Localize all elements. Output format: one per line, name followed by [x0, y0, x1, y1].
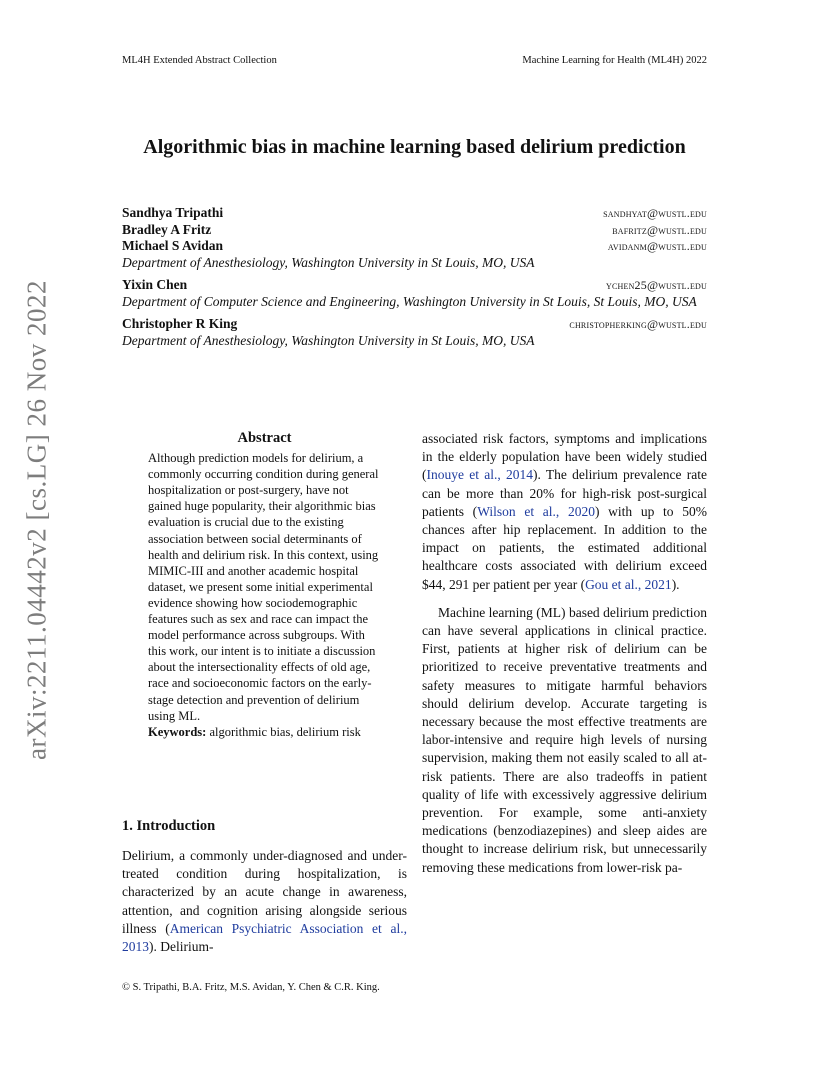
- section-heading-introduction: 1. Introduction: [122, 818, 216, 834]
- author-affiliation: Department of Computer Science and Engineering, Washington University in St Louis, St Louis, MO, USA: [122, 293, 697, 309]
- citation-link[interactable]: American Psychiatric Association et al., 2013: [122, 920, 407, 955]
- author-email[interactable]: sandhyat@wustl.edu: [603, 206, 707, 220]
- citation-link[interactable]: Wilson et al., 2020: [477, 503, 595, 519]
- intro-text: Delirium, a commonly under-diagnosed and under-treated condition during hospitalization, is characterized by an acute change in awareness, attention, and cognition arising alongside serious illness (: [122, 848, 407, 936]
- author-row: [122, 277, 707, 294]
- body-text: ).: [671, 576, 680, 592]
- author-row: [122, 222, 707, 239]
- intro-text: ). Delirium-: [149, 939, 214, 955]
- author-email[interactable]: bafritz@wustl.edu: [612, 222, 707, 237]
- body-paragraph: [422, 430, 707, 594]
- arxiv-identifier[interactable]: arXiv:2211.04442v2 [cs.LG] 26 Nov 2022: [21, 280, 52, 760]
- copyright-footer: © S. Tripathi, B.A. Fritz, M.S. Avidan, Y. Chen & C.R. King.: [122, 982, 380, 993]
- body-text: ) with up to 50% chances after hip replacement. In addition to the impact on patients, the estimated additional healthcare costs associated with delirium exceed $44, 291 per patient per year (: [422, 503, 707, 592]
- right-column: [422, 430, 707, 877]
- author-email[interactable]: ychen25@wustl.edu: [606, 278, 707, 292]
- author-name: Christopher R King: [122, 316, 238, 331]
- author-affiliation: Department of Anesthesiology, Washington University in St Louis, MO, USA: [122, 332, 535, 348]
- author-affiliation: Department of Anesthesiology, Washington University in St Louis, MO, USA: [122, 254, 535, 270]
- arxiv-stamp: [22, 280, 52, 760]
- author-email[interactable]: christopherking@wustl.edu: [569, 317, 707, 331]
- citation-link[interactable]: Inouye et al., 2014: [426, 467, 533, 483]
- body-paragraph: Machine learning (ML) based delirium prediction can have several applications in clinical practice. First, patients at higher risk of delirium can be prioritized to receive preventative treatments and safety measures to mitigate harmful behaviors should delirium develop. Accurate targeting is necessary because the most effective treatments are labor-intensive and require high levels of nursing supervision, making them not easily scaled to all at-risk patients. There are also tradeoffs in patient quality of life with excessively aggressive delirium prevention. For example, some anti-anxiety medications (benzodiazepines) and sleep aides are thought to increase delirium risk, but unnecessarily removing these medications from lower-risk pa-: [422, 604, 707, 875]
- author-row: [122, 316, 707, 333]
- abstract-section: [148, 430, 381, 740]
- author-name: Yixin Chen: [122, 277, 188, 292]
- author-name: Sandhya Tripathi: [122, 205, 224, 220]
- author-row: [122, 205, 707, 222]
- intro-paragraph: [122, 847, 407, 956]
- keywords: [148, 724, 381, 740]
- body-text: associated risk factors, symptoms and implications in the elderly population have been widely studied (: [422, 431, 707, 483]
- author-row: [122, 238, 707, 255]
- citation-link[interactable]: Gou et al., 2021: [585, 576, 672, 592]
- author-email[interactable]: avidanm@wustl.edu: [607, 239, 707, 253]
- keywords-text: algorithmic bias, delirium risk: [209, 724, 361, 739]
- author-block: [122, 205, 707, 355]
- author-name: Bradley A Fritz: [122, 221, 212, 237]
- author-name: Michael S Avidan: [122, 238, 224, 253]
- keywords-label: Keywords:: [148, 724, 207, 739]
- abstract-body: Although prediction models for delirium, a commonly occurring condition during general hospitalization or post-surgery, have not gained huge popularity, their algorithmic bias evaluation is crucial due to the existing association between social determinants of health and delirium risk. In this context, using MIMIC-III and another academic hospital dataset, we present some initial experimental evidence showing how sociodemographic features such as sex and race can impact the model performance across subgroups. With this work, our intent is to initiate a discussion about the intersectionality effects of old age, race and socioeconomic factors on the early-stage detection and prevention of delirium using ML.: [148, 451, 379, 723]
- running-header-left: ML4H Extended Abstract Collection: [122, 55, 277, 66]
- body-text: ). The delirium prevalence rate can be more than 20% for high-risk post-surgical patients (: [422, 467, 707, 519]
- abstract-heading: Abstract: [237, 430, 292, 446]
- running-header-right: Machine Learning for Health (ML4H) 2022: [522, 55, 707, 66]
- paper-title: Algorithmic bias in machine learning based delirium prediction: [143, 136, 686, 158]
